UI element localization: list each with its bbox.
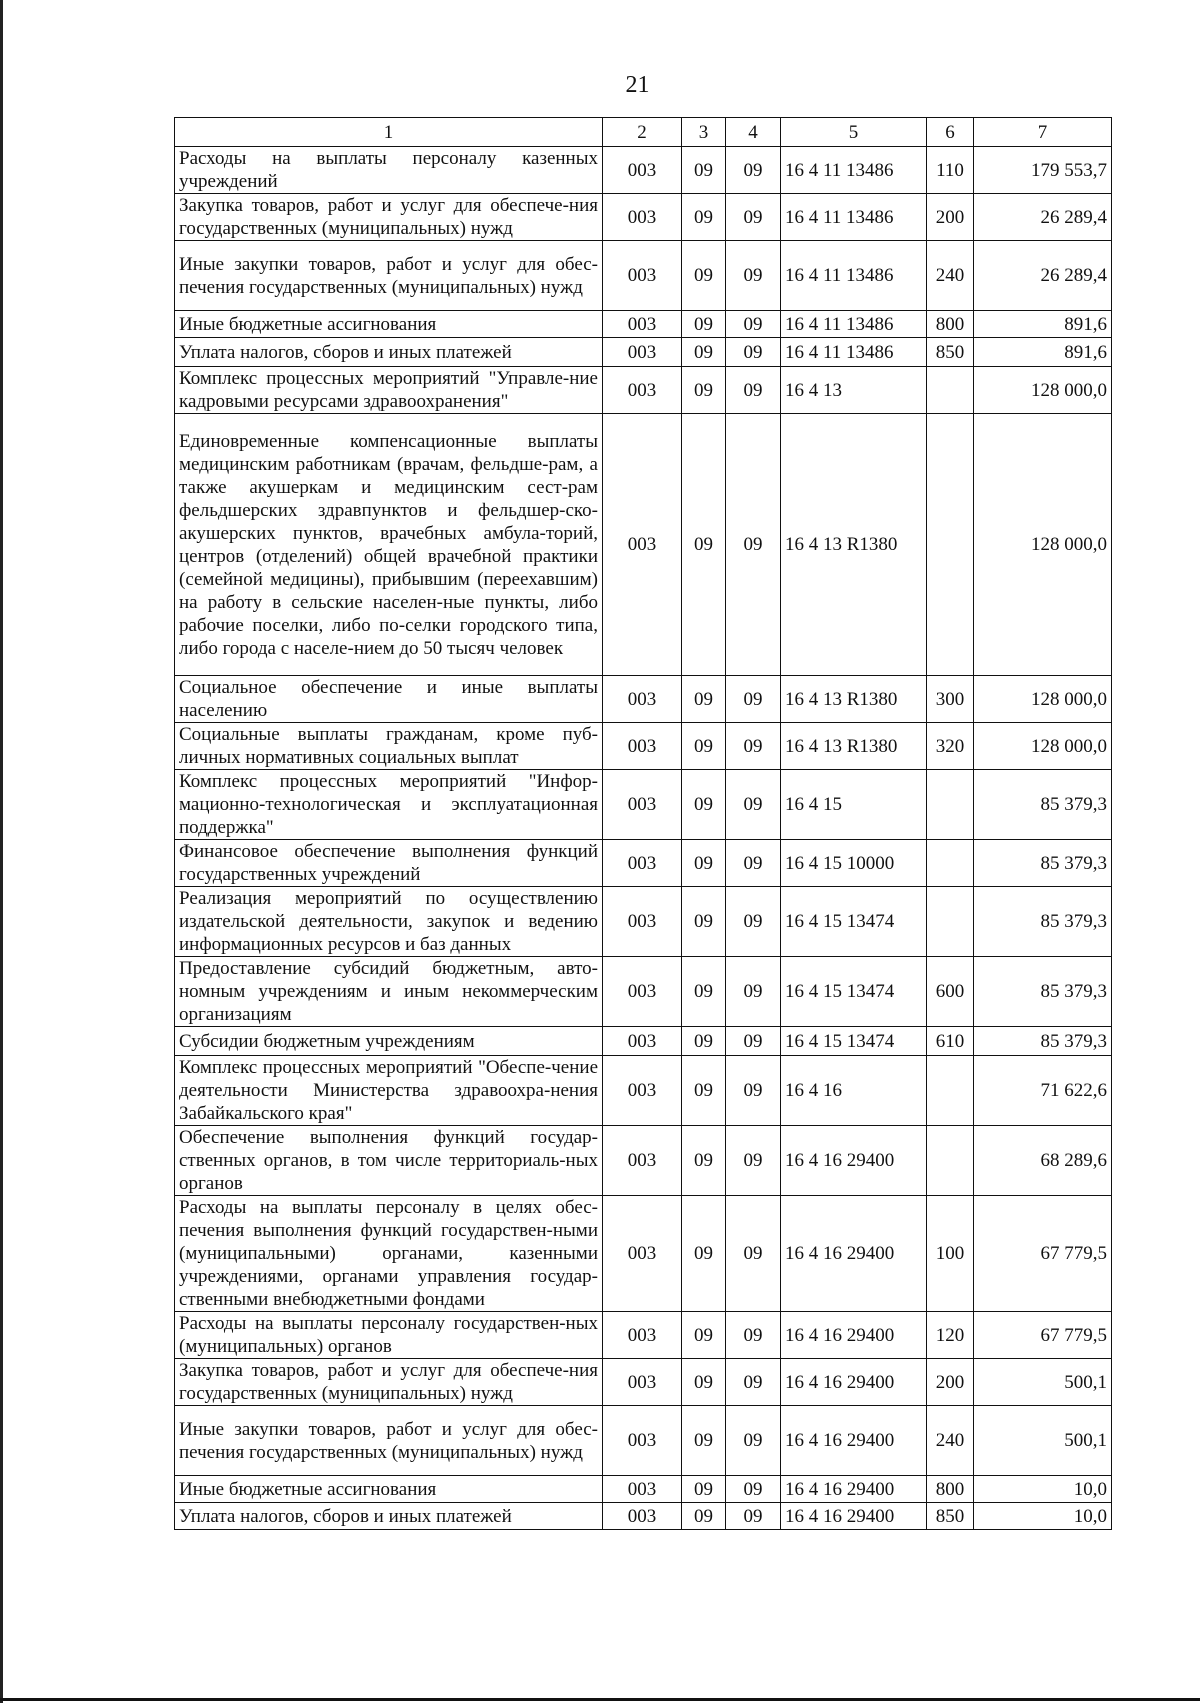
row-code-2: 003 (603, 676, 682, 723)
row-amount: 891,6 (974, 338, 1112, 367)
table-row (175, 1312, 1112, 1359)
row-code-2: 003 (603, 338, 682, 367)
row-code-4: 09 (726, 887, 781, 957)
row-code-2: 003 (603, 770, 682, 840)
row-code-3: 09 (682, 887, 726, 957)
row-amount: 128 000,0 (974, 723, 1112, 770)
row-code-3: 09 (682, 676, 726, 723)
table-row (175, 1359, 1112, 1406)
row-code-6: 800 (927, 311, 974, 338)
row-amount: 71 622,6 (974, 1056, 1112, 1126)
table-row (175, 241, 1112, 311)
scan-left-border (0, 0, 3, 1703)
row-code-4: 09 (726, 1406, 781, 1476)
table-row (175, 367, 1112, 414)
row-code-4: 09 (726, 676, 781, 723)
budget-table (174, 117, 1112, 1530)
header-cell: 2 (603, 118, 682, 147)
table-row (175, 194, 1112, 241)
row-code-6: 610 (927, 1027, 974, 1056)
row-code-2: 003 (603, 1312, 682, 1359)
row-code-6 (927, 887, 974, 957)
row-amount: 85 379,3 (974, 770, 1112, 840)
row-amount: 128 000,0 (974, 414, 1112, 676)
row-code-2: 003 (603, 1359, 682, 1406)
row-code-2: 003 (603, 957, 682, 1027)
row-code-2: 003 (603, 1196, 682, 1312)
table-row (175, 1056, 1112, 1126)
row-name: Иные бюджетные ассигнования (175, 311, 603, 338)
row-name: Комплекс процессных мероприятий "Инфор-мационно-технологическая и эксплуатационная поддержка" (175, 770, 603, 840)
row-code-5: 16 4 15 13474 (781, 1027, 927, 1056)
row-amount: 68 289,6 (974, 1126, 1112, 1196)
row-code-2: 003 (603, 367, 682, 414)
row-code-2: 003 (603, 1406, 682, 1476)
table-row (175, 1196, 1112, 1312)
row-code-3: 09 (682, 147, 726, 194)
row-code-3: 09 (682, 1359, 726, 1406)
row-code-3: 09 (682, 241, 726, 311)
row-code-2: 003 (603, 1476, 682, 1503)
row-name: Закупка товаров, работ и услуг для обеспече-ния государственных (муниципальных) нужд (175, 1359, 603, 1406)
row-code-5: 16 4 16 29400 (781, 1196, 927, 1312)
table-row (175, 1406, 1112, 1476)
row-code-4: 09 (726, 770, 781, 840)
row-code-5: 16 4 16 29400 (781, 1126, 927, 1196)
row-code-4: 09 (726, 1196, 781, 1312)
row-code-5: 16 4 16 29400 (781, 1359, 927, 1406)
row-code-2: 003 (603, 147, 682, 194)
row-code-4: 09 (726, 1126, 781, 1196)
row-code-4: 09 (726, 957, 781, 1027)
row-code-3: 09 (682, 1406, 726, 1476)
row-name: Субсидии бюджетным учреждениям (175, 1027, 603, 1056)
row-code-5: 16 4 16 (781, 1056, 927, 1126)
row-code-5: 16 4 11 13486 (781, 194, 927, 241)
row-code-4: 09 (726, 147, 781, 194)
row-amount: 67 779,5 (974, 1312, 1112, 1359)
table-row (175, 1503, 1112, 1530)
row-code-5: 16 4 11 13486 (781, 241, 927, 311)
table-row (175, 676, 1112, 723)
row-code-4: 09 (726, 1056, 781, 1126)
row-code-4: 09 (726, 1027, 781, 1056)
row-amount: 128 000,0 (974, 367, 1112, 414)
table-row (175, 770, 1112, 840)
row-name: Иные бюджетные ассигнования (175, 1476, 603, 1503)
row-name: Иные закупки товаров, работ и услуг для обес-печения государственных (муниципальных) нужд (175, 1406, 603, 1476)
row-code-2: 003 (603, 194, 682, 241)
row-code-5: 16 4 15 13474 (781, 957, 927, 1027)
row-code-6: 200 (927, 194, 974, 241)
row-code-3: 09 (682, 1196, 726, 1312)
table-row (175, 1126, 1112, 1196)
row-name: Финансовое обеспечение выполнения функций государственных учреждений (175, 840, 603, 887)
row-code-3: 09 (682, 194, 726, 241)
row-amount: 85 379,3 (974, 1027, 1112, 1056)
table-body (175, 147, 1112, 1530)
table-row (175, 338, 1112, 367)
table-row (175, 723, 1112, 770)
row-code-6 (927, 414, 974, 676)
row-code-4: 09 (726, 414, 781, 676)
row-code-6 (927, 840, 974, 887)
row-name: Комплекс процессных мероприятий "Управле-ние кадровыми ресурсами здравоохранения" (175, 367, 603, 414)
row-code-5: 16 4 13 R1380 (781, 676, 927, 723)
row-name: Закупка товаров, работ и услуг для обеспече-ния государственных (муниципальных) нужд (175, 194, 603, 241)
row-code-5: 16 4 11 13486 (781, 338, 927, 367)
row-name: Предоставление субсидий бюджетным, авто-номным учреждениям и иным некоммерческим организациям (175, 957, 603, 1027)
row-name: Комплекс процессных мероприятий "Обеспе-чение деятельности Министерства здравоохра-нения Забайкальского края" (175, 1056, 603, 1126)
table-row (175, 1027, 1112, 1056)
row-code-3: 09 (682, 1476, 726, 1503)
row-name: Реализация мероприятий по осуществлению издательской деятельности, закупок и ведению информационных ресурсов и баз данных (175, 887, 603, 957)
row-code-4: 09 (726, 1312, 781, 1359)
header-row (175, 118, 1112, 147)
row-name: Уплата налогов, сборов и иных платежей (175, 1503, 603, 1530)
row-name: Иные закупки товаров, работ и услуг для обес-печения государственных (муниципальных) нужд (175, 241, 603, 311)
row-name: Социальное обеспечение и иные выплаты населению (175, 676, 603, 723)
row-code-4: 09 (726, 241, 781, 311)
row-code-4: 09 (726, 311, 781, 338)
table-row (175, 957, 1112, 1027)
row-code-6: 850 (927, 338, 974, 367)
row-code-5: 16 4 15 (781, 770, 927, 840)
row-code-2: 003 (603, 241, 682, 311)
row-code-5: 16 4 16 29400 (781, 1406, 927, 1476)
row-amount: 10,0 (974, 1476, 1112, 1503)
row-amount: 10,0 (974, 1503, 1112, 1530)
table-row (175, 414, 1112, 676)
row-amount: 85 379,3 (974, 887, 1112, 957)
row-code-6: 200 (927, 1359, 974, 1406)
row-code-6: 240 (927, 241, 974, 311)
row-code-5: 16 4 16 29400 (781, 1312, 927, 1359)
row-code-3: 09 (682, 770, 726, 840)
row-code-4: 09 (726, 338, 781, 367)
row-code-4: 09 (726, 840, 781, 887)
row-name: Обеспечение выполнения функций государ-ственных органов, в том числе территориаль-ных органов (175, 1126, 603, 1196)
row-code-2: 003 (603, 887, 682, 957)
row-name: Единовременные компенсационные выплаты медицинским работникам (врачам, фельдше-рам, а также акушеркам и медицинским сест-рам фельдшерских здравпунктов и фельдшер-ско-акушерских пунктов, врачебных амбула-торий, центров (отделений) общей врачебной практики (семейной медицины), прибывшим (переехавшим) на работу в сельские населен-ные пункты, либо рабочие поселки, либо по-селки городского типа, либо города с населе-нием до 50 тысяч человек (175, 414, 603, 676)
row-name: Социальные выплаты гражданам, кроме пуб-личных нормативных социальных выплат (175, 723, 603, 770)
row-amount: 26 289,4 (974, 194, 1112, 241)
header-cell: 7 (974, 118, 1112, 147)
row-code-3: 09 (682, 840, 726, 887)
row-code-4: 09 (726, 367, 781, 414)
row-code-6: 800 (927, 1476, 974, 1503)
row-code-6: 100 (927, 1196, 974, 1312)
row-code-6: 600 (927, 957, 974, 1027)
row-code-4: 09 (726, 1476, 781, 1503)
row-code-3: 09 (682, 957, 726, 1027)
row-code-3: 09 (682, 1503, 726, 1530)
row-amount: 26 289,4 (974, 241, 1112, 311)
header-cell: 5 (781, 118, 927, 147)
row-code-5: 16 4 11 13486 (781, 147, 927, 194)
row-code-6 (927, 367, 974, 414)
row-name: Уплата налогов, сборов и иных платежей (175, 338, 603, 367)
row-code-2: 003 (603, 1126, 682, 1196)
row-code-3: 09 (682, 1312, 726, 1359)
row-code-2: 003 (603, 723, 682, 770)
row-name: Расходы на выплаты персоналу государствен-ных (муниципальных) органов (175, 1312, 603, 1359)
header-cell: 1 (175, 118, 603, 147)
page-number: 21 (625, 72, 650, 98)
row-amount: 67 779,5 (974, 1196, 1112, 1312)
row-code-6: 110 (927, 147, 974, 194)
row-code-3: 09 (682, 414, 726, 676)
row-code-3: 09 (682, 1056, 726, 1126)
row-name: Расходы на выплаты персоналу казенных учреждений (175, 147, 603, 194)
row-code-6: 300 (927, 676, 974, 723)
row-code-5: 16 4 15 13474 (781, 887, 927, 957)
row-code-6: 240 (927, 1406, 974, 1476)
row-code-5: 16 4 16 29400 (781, 1476, 927, 1503)
table-row (175, 887, 1112, 957)
row-code-4: 09 (726, 723, 781, 770)
row-code-3: 09 (682, 1027, 726, 1056)
row-amount: 128 000,0 (974, 676, 1112, 723)
row-code-6: 850 (927, 1503, 974, 1530)
row-code-4: 09 (726, 1503, 781, 1530)
row-code-2: 003 (603, 1056, 682, 1126)
row-amount: 179 553,7 (974, 147, 1112, 194)
row-code-3: 09 (682, 1126, 726, 1196)
row-amount: 891,6 (974, 311, 1112, 338)
row-code-2: 003 (603, 1027, 682, 1056)
row-code-3: 09 (682, 367, 726, 414)
row-amount: 500,1 (974, 1406, 1112, 1476)
row-code-3: 09 (682, 723, 726, 770)
row-amount: 85 379,3 (974, 840, 1112, 887)
scan-bottom-border (0, 1698, 1200, 1701)
row-code-5: 16 4 15 10000 (781, 840, 927, 887)
row-code-5: 16 4 13 (781, 367, 927, 414)
row-code-6: 320 (927, 723, 974, 770)
row-code-6 (927, 770, 974, 840)
row-code-3: 09 (682, 338, 726, 367)
row-code-3: 09 (682, 311, 726, 338)
row-code-2: 003 (603, 840, 682, 887)
header-cell: 3 (682, 118, 726, 147)
table-row (175, 147, 1112, 194)
row-code-4: 09 (726, 1359, 781, 1406)
row-code-5: 16 4 16 29400 (781, 1503, 927, 1530)
row-code-6 (927, 1126, 974, 1196)
table-row (175, 840, 1112, 887)
row-amount: 500,1 (974, 1359, 1112, 1406)
table-row (175, 1476, 1112, 1503)
row-code-2: 003 (603, 414, 682, 676)
row-code-6 (927, 1056, 974, 1126)
row-amount: 85 379,3 (974, 957, 1112, 1027)
row-code-4: 09 (726, 194, 781, 241)
header-cell: 6 (927, 118, 974, 147)
row-name: Расходы на выплаты персоналу в целях обес-печения выполнения функций государствен-ными (муниципальными) органами, казенными учреждениями, органами управления государ-ственными внебюджетными фондами (175, 1196, 603, 1312)
row-code-5: 16 4 13 R1380 (781, 723, 927, 770)
row-code-5: 16 4 13 R1380 (781, 414, 927, 676)
table-row (175, 311, 1112, 338)
row-code-2: 003 (603, 311, 682, 338)
row-code-6: 120 (927, 1312, 974, 1359)
row-code-5: 16 4 11 13486 (781, 311, 927, 338)
header-cell: 4 (726, 118, 781, 147)
row-code-2: 003 (603, 1503, 682, 1530)
